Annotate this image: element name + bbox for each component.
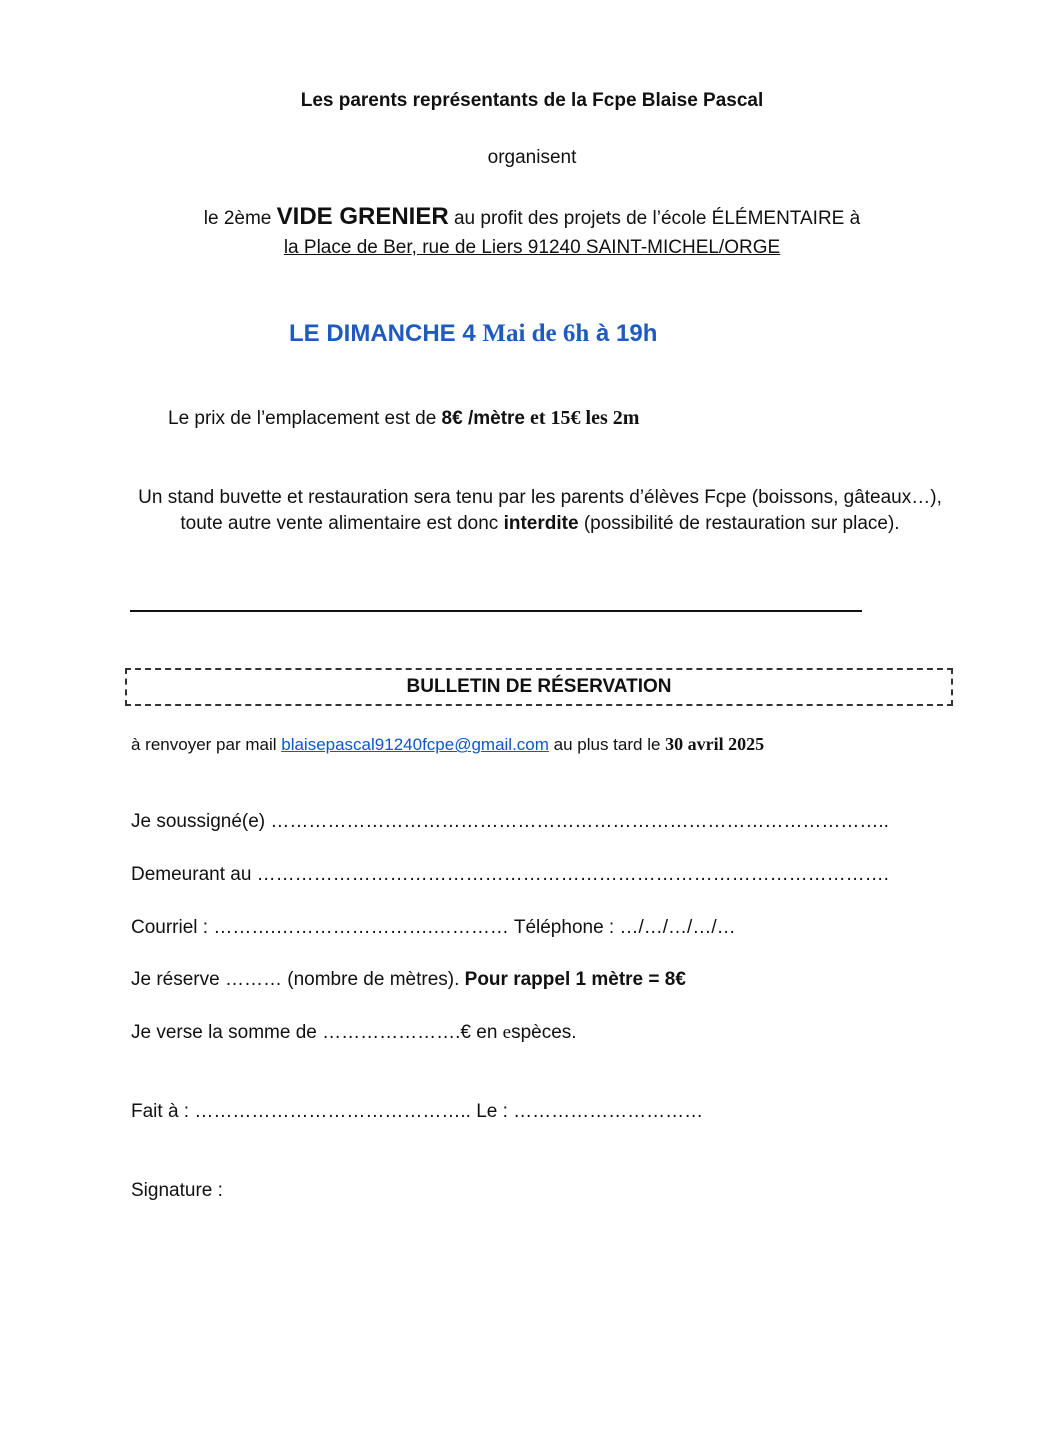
stand-text-after: (possibilité de restauration sur place). [578,513,900,534]
stand-text-before: Un stand buvette et restauration sera tenu par les parents d’élèves Fcpe (boissons, gâteaux…), toute autre vente alimentaire est donc [138,487,942,534]
stand-forbidden: interdite [503,513,579,534]
signature-label: Signature : [131,1180,223,1201]
event-prefix: le 2ème [203,208,277,229]
soussigne-field[interactable]: Je soussigné(e) …………………………………………………………………………………….. [131,811,889,832]
event-line [0,203,1064,231]
event-address [0,237,1064,259]
date-month-start: Mai de 6h [482,320,590,347]
date-day: LE DIMANCHE 4 [289,320,483,347]
somme-suffix: spèces. [511,1022,577,1043]
contact-field[interactable]: Courriel : ……….…………………….………… Téléphone : …/…/…/…/… [131,917,736,938]
send-prefix: à renvoyer par mail [131,735,282,754]
event-date [289,320,657,348]
reserve-text: Je réserve ……… (nombre de mètres). [131,969,465,990]
price-prefix: Le prix de l’emplacement est de [168,408,442,429]
event-name: VIDE GRENIER [276,203,449,230]
somme-text: Je verse la somme de ………………….€ en [131,1022,503,1043]
email-link[interactable]: blaisepascal91240fcpe@gmail.com [281,735,549,754]
reserve-reminder: Pour rappel 1 mètre = 8€ [464,969,686,990]
fait-field[interactable]: Fait à : …………………………………….. Le : ………………………… [131,1101,704,1122]
organise-text: organisent [487,147,577,168]
send-middle: au plus tard le [548,735,666,754]
demeurant-field[interactable]: Demeurant au ………………………………………………………………………………………. [131,864,889,885]
bulletin-title: BULLETIN DE RÉSERVATION [406,676,672,697]
somme-field[interactable] [131,1022,577,1044]
price-per-meter: 8€ /mètre [441,408,525,429]
price-two-meters: et 15€ les 2m [525,407,640,429]
send-instructions [131,734,764,755]
date-end: à 19h [589,320,658,347]
document-title: Les parents représentants de la Fcpe Blaise Pascal [300,90,764,111]
deadline-date: 30 avril 2025 [665,734,765,754]
somme-e: e [502,1022,512,1043]
reserve-field[interactable] [131,969,686,991]
event-suffix: au profit des projets de l’école ÉLÉMENTAIRE à [448,208,861,229]
separator-line [130,610,862,612]
stand-paragraph [130,485,950,537]
address-text: la Place de Ber, rue de Liers 91240 SAINT-MICHEL/ORGE [283,237,781,258]
price-line [168,407,639,430]
